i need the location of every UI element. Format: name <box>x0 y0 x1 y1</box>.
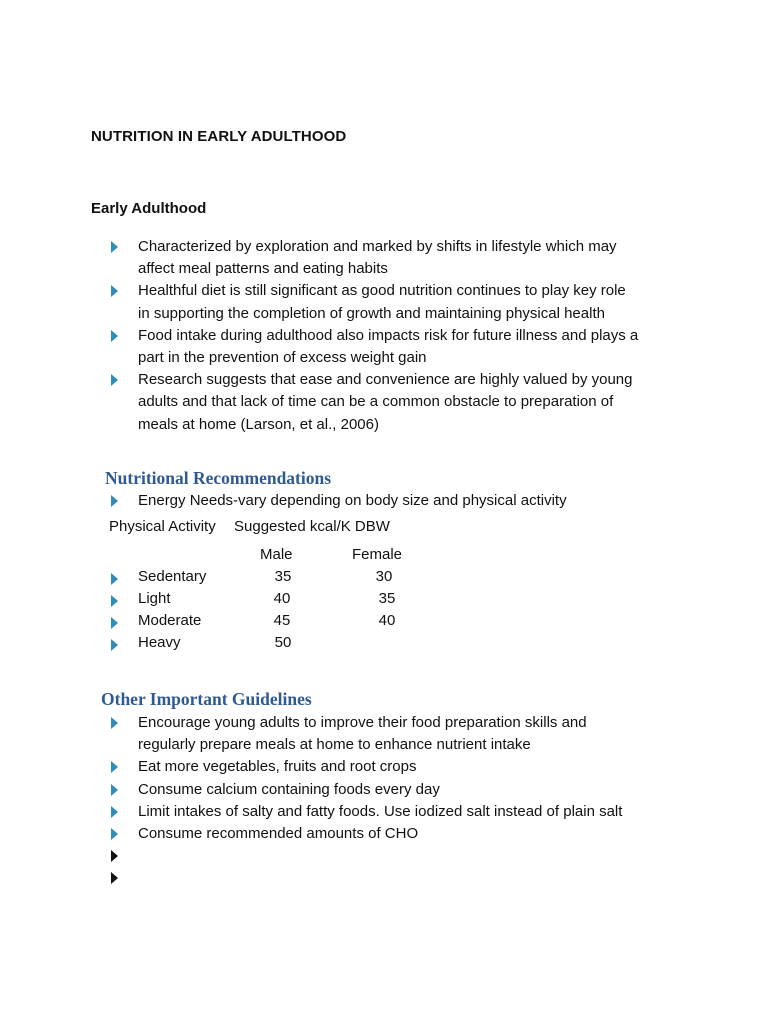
triangle-bullet-icon <box>111 595 118 607</box>
list-item-line: regularly prepare meals at home to enhance nutrient intake <box>138 736 531 754</box>
list-item-line: Consume calcium containing foods every day <box>138 780 440 798</box>
page-title: NUTRITION IN EARLY ADULTHOOD <box>91 128 347 145</box>
list-item-line: part in the prevention of excess weight gain <box>138 349 427 367</box>
male-kcal: 45 <box>273 612 291 629</box>
table-row <box>0 568 768 590</box>
header-female: Female <box>352 546 403 563</box>
list-item <box>111 280 638 324</box>
triangle-bullet-icon <box>111 617 118 629</box>
table-header-row <box>0 518 768 540</box>
triangle-bullet-icon <box>111 285 118 297</box>
list-item <box>111 712 622 756</box>
list-item <box>111 823 622 845</box>
triangle-bullet-icon <box>111 639 118 651</box>
list-item <box>111 779 622 801</box>
list-item <box>111 490 567 512</box>
female-kcal: 40 <box>378 612 396 629</box>
male-kcal: 50 <box>274 634 292 651</box>
male-kcal: 40 <box>273 590 291 607</box>
triangle-bullet-icon <box>111 850 118 862</box>
table-row <box>0 634 768 656</box>
list-item-line: meals at home (Larson, et al., 2006) <box>138 415 379 433</box>
list-item-line: in supporting the completion of growth and maintaining physical health <box>138 304 605 322</box>
header-physical-activity: Physical Activity <box>109 518 216 535</box>
triangle-bullet-icon <box>111 573 118 585</box>
list-item-line: Encourage young adults to improve their food preparation skills and <box>138 714 587 731</box>
triangle-bullet-icon <box>111 495 118 507</box>
list-item-line: Characterized by exploration and marked by shifts in lifestyle which may <box>138 238 617 255</box>
header-suggested-kcal: Suggested kcal/K DBW <box>234 518 390 535</box>
list-item-line: Food intake during adulthood also impacts risk for future illness and plays a <box>138 326 639 344</box>
triangle-bullet-icon <box>111 330 118 342</box>
header-male: Male <box>260 546 293 563</box>
energy-needs-list <box>111 490 567 512</box>
list-item-line: Eat more vegetables, fruits and root crops <box>138 758 417 776</box>
triangle-bullet-icon <box>111 828 118 840</box>
triangle-bullet-icon <box>111 717 118 729</box>
list-item <box>111 369 638 436</box>
triangle-bullet-icon <box>111 784 118 796</box>
list-item-empty <box>111 867 622 889</box>
activity-label: Sedentary <box>138 568 207 585</box>
activity-label: Moderate <box>138 612 202 629</box>
list-item <box>111 801 622 823</box>
table-subheader-row <box>0 546 768 568</box>
list-item-line: affect meal patterns and eating habits <box>138 260 388 278</box>
female-kcal: 35 <box>378 590 396 607</box>
list-item-line: Healthful diet is still significant as good nutrition continues to play key role <box>138 282 626 300</box>
male-kcal: 35 <box>274 568 292 585</box>
triangle-bullet-icon <box>111 806 118 818</box>
guidelines-list <box>111 712 622 890</box>
female-kcal: 30 <box>375 568 393 585</box>
table-row <box>0 612 768 634</box>
list-item-empty <box>111 845 622 867</box>
activity-label: Heavy <box>138 634 181 651</box>
list-item <box>111 325 638 369</box>
activity-label: Light <box>138 590 171 607</box>
triangle-bullet-icon <box>111 872 118 884</box>
triangle-bullet-icon <box>111 241 118 253</box>
list-item-line: Energy Needs-vary depending on body size and physical activity <box>138 492 567 509</box>
triangle-bullet-icon <box>111 374 118 386</box>
section-heading-early-adulthood: Early Adulthood <box>91 200 207 217</box>
list-item-line: Consume recommended amounts of CHO <box>138 825 419 843</box>
list-item-line: adults and that lack of time can be a common obstacle to preparation of <box>138 393 614 411</box>
list-item <box>111 756 622 778</box>
triangle-bullet-icon <box>111 761 118 773</box>
section-heading-other-guidelines: Other Important Guidelines <box>101 689 312 709</box>
early-adulthood-list <box>111 236 638 436</box>
table-row <box>0 590 768 612</box>
list-item <box>111 236 638 280</box>
list-item-line: Limit intakes of salty and fatty foods. Use iodized salt instead of plain salt <box>138 802 623 820</box>
section-heading-nutritional-recommendations: Nutritional Recommendations <box>105 468 332 488</box>
list-item-line: Research suggests that ease and convenience are highly valued by young <box>138 371 633 389</box>
